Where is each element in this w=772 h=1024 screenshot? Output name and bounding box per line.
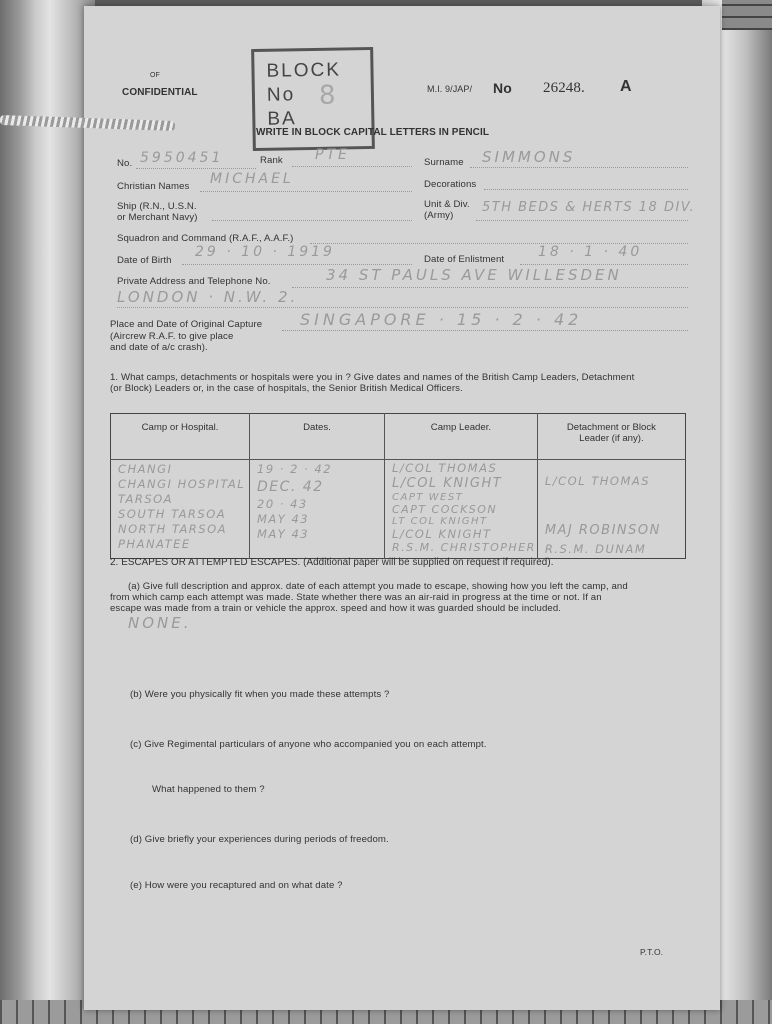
- question-2c-followup: What happened to them ?: [152, 784, 265, 795]
- camp-column: [111, 460, 250, 559]
- header-detachment-leader: Detachment or Block Leader (if any).: [537, 414, 685, 460]
- stamp-line-block: BLOCK: [266, 59, 342, 82]
- service-no-value: 5950451: [140, 150, 224, 166]
- question-2a-answer: NONE.: [128, 614, 192, 632]
- christian-names-value: MICHAEL: [210, 171, 294, 187]
- dob-value: 29 · 10 · 1919: [195, 244, 335, 260]
- unit-value: 5TH BEDS & HERTS 18 DIV.: [482, 200, 696, 215]
- dob-label: Date of Birth: [117, 255, 172, 266]
- table-row: TARSOA: [118, 492, 174, 506]
- cutting-mat-corner: [722, 0, 772, 30]
- dates-column: [250, 460, 385, 559]
- stamp-line-no: No: [266, 84, 296, 106]
- table-row: 20 · 43: [257, 497, 308, 511]
- form-number: 26248.: [543, 80, 585, 96]
- squadron-label: Squadron and Command (R.A.F., A.A.F.): [117, 233, 294, 244]
- rank-value: PTE: [315, 147, 350, 163]
- address-value-line2: LONDON · N.W. 2.: [117, 288, 299, 306]
- rank-label: Rank: [260, 155, 283, 166]
- unit-label-line2: (Army): [424, 210, 454, 221]
- table-row: L/COL KNIGHT: [392, 527, 492, 541]
- stamp-line-ba: BA: [267, 108, 297, 130]
- table-row: SOUTH TARSOA: [118, 507, 227, 521]
- mi-reference: M.I. 9/JAP/: [427, 84, 473, 94]
- confidential-label: CONFIDENTIAL: [122, 87, 198, 98]
- table-row: MAY 43: [257, 512, 310, 526]
- table-row: L/COL KNIGHT: [392, 476, 503, 491]
- enlistment-value: 18 · 1 · 40: [538, 244, 643, 260]
- surname-value: SIMMONS: [482, 148, 576, 166]
- question-2a-line3: escape was made from a train or vehicle the approx. speed and how it was guarded should be included.: [110, 603, 562, 614]
- question-2c: (c) Give Regimental particulars of anyone who accompanied you on each attempt.: [130, 739, 487, 750]
- address-value-line1: 34 ST PAULS AVE WILLESDEN: [326, 266, 622, 284]
- table-row: NORTH TARSOA: [118, 522, 228, 536]
- form-suffix: A: [620, 78, 632, 95]
- decorations-label: Decorations: [424, 179, 477, 190]
- capture-value: SINGAPORE · 15 · 2 · 42: [300, 310, 583, 329]
- header-dates: Dates.: [250, 414, 385, 460]
- table-row: L/COL THOMAS: [392, 461, 498, 475]
- header-camp-or-hospital: Camp or Hospital.: [111, 414, 250, 460]
- question-2d: (d) Give briefly your experiences during periods of freedom.: [130, 834, 389, 845]
- please-turn-over: P.T.O.: [640, 947, 664, 957]
- table-row: R.S.M. CHRISTOPHER: [392, 541, 536, 554]
- table-row: CAPT COCKSON: [392, 503, 498, 516]
- table-row: LT COL KNIGHT: [392, 516, 488, 527]
- folder-left-edge: [0, 0, 95, 1024]
- number-label: No: [493, 80, 512, 96]
- of-mark: OF: [150, 72, 160, 79]
- service-no-label: No.: [117, 158, 133, 169]
- unit-label-line1: Unit & Div.: [424, 199, 470, 210]
- ship-label-line2: or Merchant Navy): [117, 212, 198, 223]
- table-row: 19 · 2 · 42: [257, 462, 333, 476]
- table-row: CHANGI: [118, 462, 173, 476]
- question-2a-line1: (a) Give full description and approx. date of each attempt you made to escape, showing how you left the camp, and: [128, 581, 628, 592]
- table-row: L/COL THOMAS: [544, 474, 651, 488]
- table-row: R.S.M. DUNAM: [544, 542, 647, 556]
- table-row: MAY 43: [257, 527, 310, 541]
- pencil-instruction: WRITE IN BLOCK CAPITAL LETTERS IN PENCIL: [256, 127, 490, 138]
- capture-label-line2: (Aircrew R.A.F. to give place: [110, 331, 234, 342]
- ship-label-line1: Ship (R.N., U.S.N.: [117, 201, 197, 212]
- question-2b: (b) Were you physically fit when you made these attempts ?: [130, 689, 390, 700]
- leader-column: [385, 460, 538, 559]
- question-2e: (e) How were you recaptured and on what date ?: [130, 880, 343, 891]
- table-row: CAPT WEST: [392, 492, 464, 503]
- capture-label-line3: and date of a/c crash).: [110, 342, 208, 353]
- question-1-line1: 1. What camps, detachments or hospitals were you in ? Give dates and names of the British Camp Leaders, Detachment: [110, 372, 635, 383]
- christian-names-label: Christian Names: [117, 181, 190, 192]
- capture-label-line1: Place and Date of Original Capture: [110, 319, 263, 330]
- stamp-handwritten-digit: 8: [318, 80, 336, 111]
- question-2-heading: 2. ESCAPES OR ATTEMPTED ESCAPES. (Additional paper will be supplied on request if required).: [110, 557, 554, 568]
- enlistment-label: Date of Enlistment: [424, 254, 505, 265]
- table-row: CHANGI HOSPITAL: [118, 477, 246, 491]
- table-row: DEC. 42: [257, 479, 324, 495]
- address-label: Private Address and Telephone No.: [117, 276, 271, 287]
- table-row: MAJ ROBINSON: [544, 523, 661, 538]
- table-row: PHANATEE: [118, 537, 191, 551]
- header-camp-leader: Camp Leader.: [385, 414, 538, 460]
- camps-table: [110, 413, 686, 559]
- question-1-line2: (or Block) Leaders or, in the case of hospitals, the Senior British Medical Officers.: [110, 383, 463, 394]
- question-2a-line2: from which camp each attempt was made. State whether there was an air-raid in progress at the time or not. If an: [110, 592, 602, 603]
- surname-label: Surname: [424, 157, 464, 168]
- detachment-column: [537, 460, 685, 559]
